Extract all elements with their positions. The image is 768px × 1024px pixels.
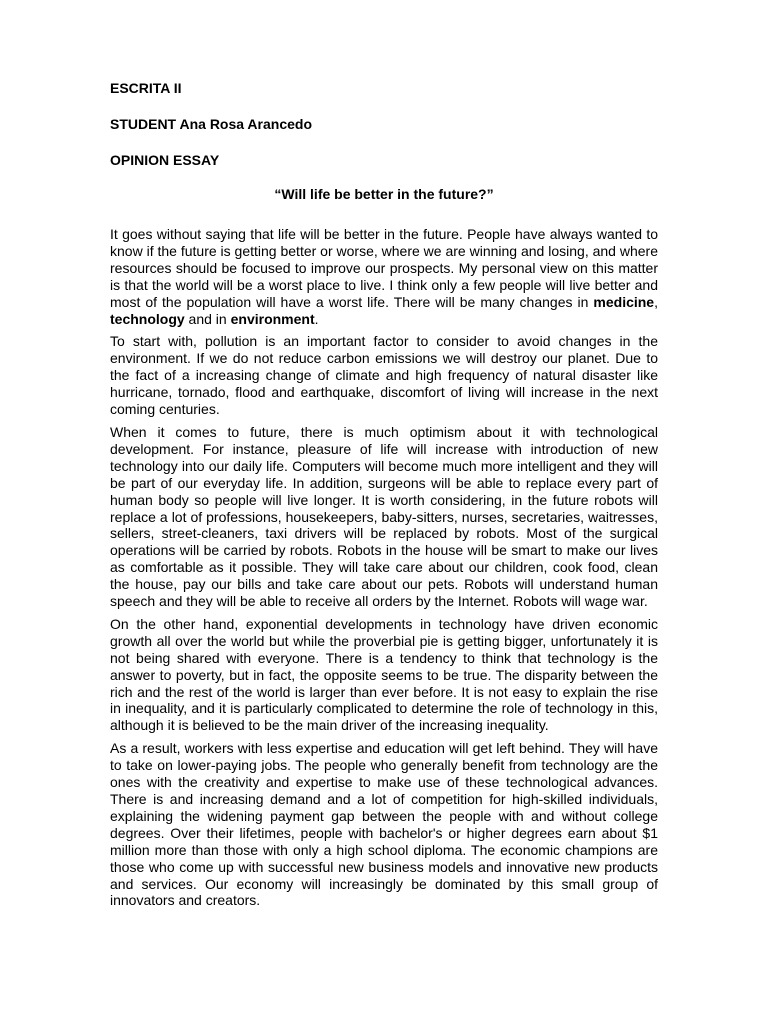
keyword-medicine: medicine <box>593 293 655 310</box>
separator-comma: , <box>654 293 658 310</box>
keyword-technology: technology <box>110 310 185 327</box>
student-heading: STUDENT Ana Rosa Arancedo <box>110 116 312 132</box>
paragraph-technology: When it comes to future, there is much optimism about it with technological development. For instance, pleasure of life will increase with introduction of new technology into our daily life. Computers will become much more intelligent and they will be part of our everyday life. In addition, surgeons will be able to replace every part of human body so people will live longer. It is worth considering, in the future robots will replace a lot of professions, housekeepers, baby-sitters, nurses, secretaries, waitresses, sellers, street-cleaners, taxi drivers will be replaced by robots. Most of the surgical operations will be carried by robots. Robots in the house will be smart to make our lives as comfortable as it possible. They will take care about our children, cook food, clean the house, pay our bills and take care about our pets. Robots will understand human speech and they will be able to receive all orders by the Internet. Robots will wage war. <box>110 423 658 610</box>
essay-type-heading: OPINION ESSAY <box>110 152 220 168</box>
paragraph-pollution: To start with, pollution is an important factor to consider to avoid changes in the environment. If we do not reduce carbon emissions we will destroy our planet. Due to the fact of a increasing change of climate and high frequency of natural disaster like hurricane, tornado, flood and earthquake, discomfort of living will increase in the next coming centuries. <box>110 333 658 418</box>
essay-body <box>110 80 658 915</box>
paragraph-intro <box>110 226 658 327</box>
paragraph-inequality: On the other hand, exponential developments in technology have driven economic growth all over the world but while the proverbial pie is getting bigger, unfortunately it is not being shared with everyone. There is a tendency to think that technology is the answer to poverty, but in fact, the opposite seems to be true. The disparity between the rich and the rest of the world is larger than ever before. It is not easy to explain the rise in inequality, and it is particularly complicated to determine the role of technology in this, although it is believed to be the main driver of the increasing inequality. <box>110 615 658 734</box>
separator-and-in: and in <box>184 310 231 327</box>
course-heading: ESCRITA II <box>110 80 182 96</box>
keyword-environment: environment <box>230 310 315 327</box>
paragraph-workers: As a result, workers with less expertise and education will get left behind. They will have to take on lower-paying jobs. The people who generally benefit from technology are the ones with the creativity and expertise to make use of these technological advances. There is and increasing demand and a lot of competition for high-skilled individuals, explaining the widening payment gap between the people with and without college degrees. Over their lifetimes, people with bachelor's or higher degrees earn about $1 million more than those with only a high school diploma. The economic champions are those who come up with successful new business models and innovative new products and services. Our economy will increasingly be dominated by this small group of innovators and creators. <box>110 740 658 909</box>
paragraph-intro-text: It goes without saying that life will be better in the future. People have always wanted to know if the future is getting better or worse, where we are winning and losing, and where resources should be focused to improve our prospects. My personal view on this matter is that the world will be a worst place to live. I think only a few people will live better and most of the population will have a worst life. There will be many changes in <box>110 226 658 310</box>
essay-title: “Will life be better in the future?” <box>274 186 494 202</box>
paragraph-intro-end: . <box>314 310 319 327</box>
